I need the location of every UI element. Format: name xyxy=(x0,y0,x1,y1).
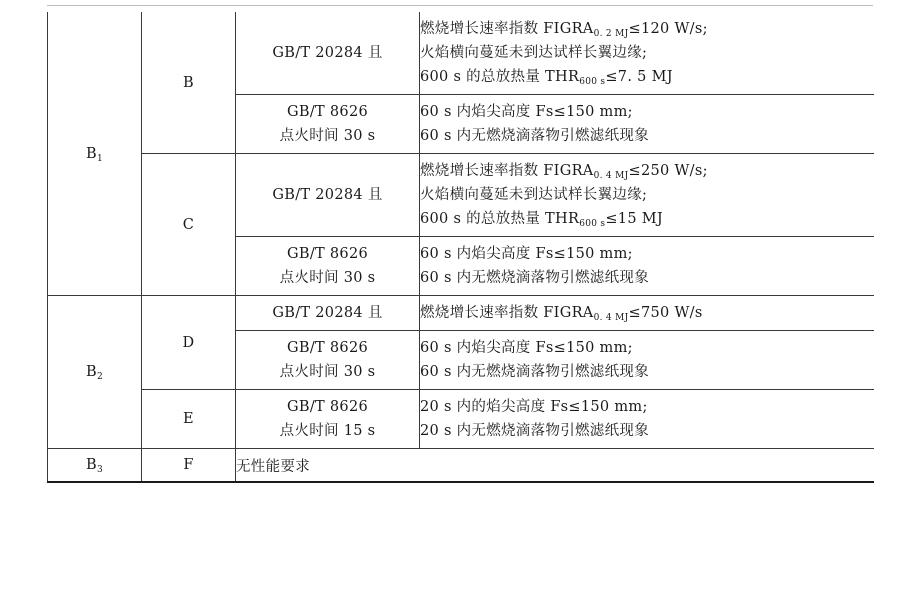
level-cell xyxy=(48,449,142,483)
requirement-cell xyxy=(420,390,874,449)
test-method-line: GB/T 8626 xyxy=(286,399,368,415)
requirement-line xyxy=(420,419,874,443)
requirement-subscript: 0. 2 MJ xyxy=(593,29,629,39)
requirement-cell xyxy=(420,331,874,390)
requirement-text: 600 s 的总放热量 THR xyxy=(420,69,580,85)
requirement-text: 20 s 内的焰尖高度 Fs≤150 mm; xyxy=(420,399,648,415)
fire-classification-table xyxy=(47,12,874,483)
requirement-line xyxy=(420,336,874,360)
requirement-text: 60 s 内无燃烧滴落物引燃滤纸现象 xyxy=(420,364,650,380)
level-subscript: 2 xyxy=(96,372,103,382)
requirement-text: 60 s 内焰尖高度 Fs≤150 mm; xyxy=(420,246,633,262)
requirement-cell xyxy=(420,237,874,296)
requirement-line xyxy=(420,100,874,124)
requirement-cell xyxy=(420,296,874,331)
table-row xyxy=(48,449,874,483)
test-method-cell xyxy=(236,331,420,390)
requirement-line xyxy=(420,183,874,207)
test-method-cell xyxy=(236,154,420,237)
table-row xyxy=(48,12,874,95)
requirement-cell xyxy=(420,12,874,95)
requirement-subscript: 600 s xyxy=(579,219,606,229)
table-body xyxy=(48,12,874,482)
level-cell xyxy=(48,296,142,449)
table-row xyxy=(48,390,874,449)
level-label: B xyxy=(86,364,97,380)
test-method-line: GB/T 20284 且 xyxy=(272,45,383,61)
test-method-line: GB/T 8626 xyxy=(286,246,368,262)
requirement-text: 60 s 内焰尖高度 Fs≤150 mm; xyxy=(420,340,633,356)
requirement-line xyxy=(420,207,874,231)
test-method-line: 点火时间 30 s xyxy=(279,270,376,286)
requirement-line xyxy=(420,301,874,325)
requirement-text: 燃烧增长速率指数 FIGRA xyxy=(420,163,594,179)
test-method-line: GB/T 20284 且 xyxy=(272,187,383,203)
class-cell: C xyxy=(142,154,236,296)
requirement-cell xyxy=(420,154,874,237)
requirement-limit: ≤250 W/s; xyxy=(628,163,708,179)
requirement-limit: ≤7. 5 MJ xyxy=(605,69,673,85)
requirement-subscript: 0. 4 MJ xyxy=(593,313,629,323)
requirement-text: 60 s 内无燃烧滴落物引燃滤纸现象 xyxy=(420,128,650,144)
requirement-text: 60 s 内无燃烧滴落物引燃滤纸现象 xyxy=(420,270,650,286)
requirement-text: 20 s 内无燃烧滴落物引燃滤纸现象 xyxy=(420,423,650,439)
level-label: B xyxy=(86,145,97,162)
class-cell: D xyxy=(142,296,236,390)
test-method-cell xyxy=(236,296,420,331)
table-row xyxy=(48,296,874,331)
level-subscript: 3 xyxy=(96,465,103,475)
test-method-line: 点火时间 30 s xyxy=(279,128,376,144)
requirement-line xyxy=(420,124,874,148)
requirement-line xyxy=(420,242,874,266)
requirement-line xyxy=(420,395,874,419)
test-method-cell xyxy=(236,390,420,449)
top-rule xyxy=(47,5,873,6)
requirement-limit: ≤15 MJ xyxy=(605,211,664,227)
requirement-cell xyxy=(420,95,874,154)
requirement-text: 燃烧增长速率指数 FIGRA xyxy=(420,305,594,321)
requirement-line xyxy=(420,266,874,290)
requirement-text: 60 s 内焰尖高度 Fs≤150 mm; xyxy=(420,104,633,120)
test-method-line: GB/T 20284 且 xyxy=(272,305,383,321)
requirement-limit: ≤750 W/s xyxy=(628,305,703,321)
requirement-line xyxy=(420,17,874,41)
level-cell xyxy=(48,12,142,296)
level-subscript: 1 xyxy=(96,153,103,164)
test-method-line: GB/T 8626 xyxy=(286,340,368,356)
requirement-line xyxy=(420,360,874,384)
test-method-cell xyxy=(236,95,420,154)
test-method-line: 点火时间 30 s xyxy=(279,364,376,380)
test-method-line: 点火时间 15 s xyxy=(279,423,376,439)
test-method-cell xyxy=(236,12,420,95)
table-row xyxy=(48,154,874,237)
requirement-line xyxy=(420,65,874,89)
requirement-line xyxy=(420,41,874,65)
class-cell: E xyxy=(142,390,236,449)
class-cell: F xyxy=(142,449,236,483)
requirement-line xyxy=(420,159,874,183)
requirement-subscript: 600 s xyxy=(579,77,606,87)
requirement-text: 600 s 的总放热量 THR xyxy=(420,211,580,227)
test-method-cell xyxy=(236,237,420,296)
requirement-subscript: 0. 4 MJ xyxy=(593,171,629,181)
test-method-line: GB/T 8626 xyxy=(286,104,368,120)
requirement-limit: ≤120 W/s; xyxy=(628,21,708,37)
requirement-text: 火焰横向蔓延未到达试样长翼边缘; xyxy=(420,45,648,61)
class-cell: B xyxy=(142,12,236,154)
requirement-text: 火焰横向蔓延未到达试样长翼边缘; xyxy=(420,187,648,203)
level-label: B xyxy=(86,457,97,473)
requirement-text: 燃烧增长速率指数 FIGRA xyxy=(420,21,594,37)
class-note: 无性能要求 xyxy=(236,449,874,483)
